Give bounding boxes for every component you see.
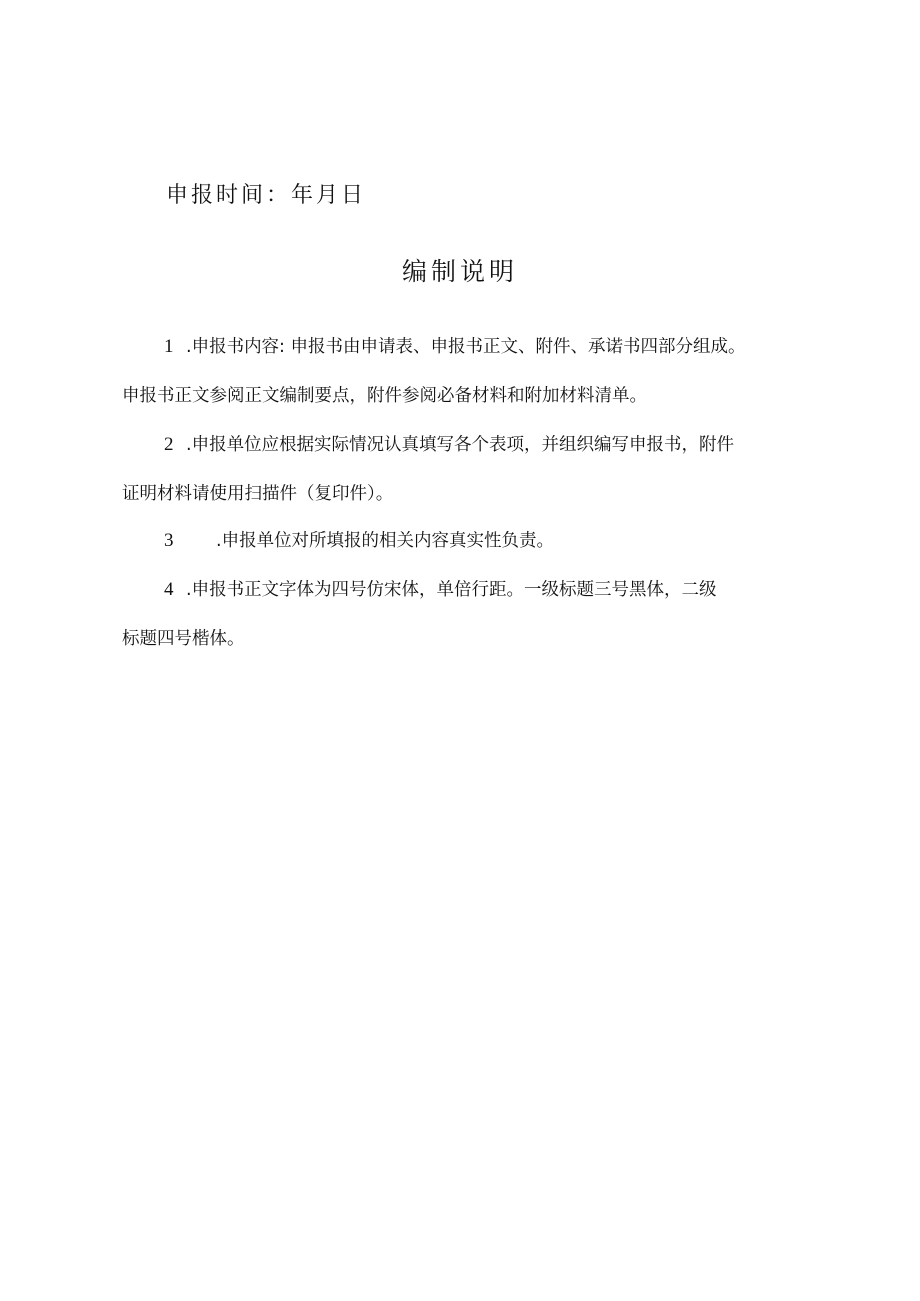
instruction-item-3-text: .申报单位对所填报的相关内容真实性负责。 [216, 531, 555, 551]
instruction-item-1-line-2: 申报书正文参阅正文编制要点，附件参阅必备材料和附加材料清单。 [122, 386, 647, 406]
instruction-item-4 [122, 565, 812, 664]
instruction-item-2-line-1 [122, 420, 812, 470]
instruction-item-3-line-1 [122, 516, 812, 566]
instruction-item-3-number: 3 [164, 530, 174, 551]
instruction-item-3 [122, 516, 812, 566]
instruction-item-2-line-2: 证明材料请使用扫描件（复印件）。 [122, 484, 394, 504]
declaration-date-line: 申报时间：年月日 [166, 183, 367, 208]
instruction-item-4-line-2: 标题四号楷体。 [122, 629, 245, 649]
instruction-item-1 [122, 322, 812, 421]
instruction-item-2-text: .申报单位应根据实际情况认真填写各个表项，并组织编写申报书，附件 [186, 435, 735, 455]
instruction-item-4-number: 4 [164, 579, 174, 600]
instruction-item-1-text: .申报书内容: 申报书由申请表、申报书正文、附件、承诺书四部分组成。 [186, 337, 746, 357]
instruction-item-4-line-1 [122, 565, 812, 615]
document-title: 编制说明 [401, 257, 518, 286]
instruction-item-2 [122, 420, 812, 519]
instruction-item-4-text: .申报书正文字体为四号仿宋体，单倍行距。一级标题三号黑体，二级 [186, 580, 717, 600]
instruction-item-1-number: 1 [164, 336, 174, 357]
instruction-item-1-line-1 [122, 322, 812, 372]
instruction-item-2-number: 2 [164, 434, 174, 455]
